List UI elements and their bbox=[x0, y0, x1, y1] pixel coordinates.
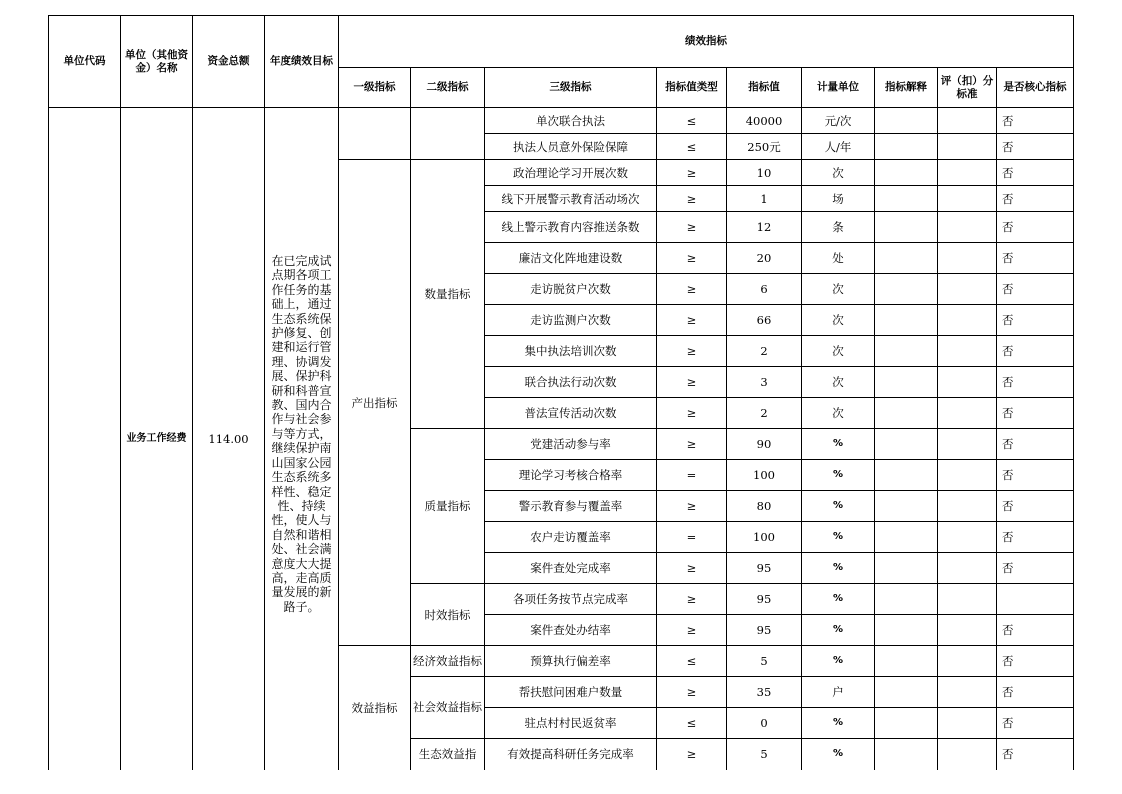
explanation-cell bbox=[875, 739, 938, 770]
indicator-value-cell: 100 bbox=[727, 522, 802, 553]
unit-cell: % bbox=[802, 584, 875, 615]
is-core-cell: 否 bbox=[997, 243, 1074, 274]
indicator-name-cell: 驻点村村民返贫率 bbox=[485, 708, 657, 739]
unit-cell: % bbox=[802, 646, 875, 677]
indicator-value-cell: 95 bbox=[727, 584, 802, 615]
explanation-cell bbox=[875, 160, 938, 186]
explanation-cell bbox=[875, 646, 938, 677]
explanation-cell bbox=[875, 243, 938, 274]
indicator-name-cell: 案件查处完成率 bbox=[485, 553, 657, 584]
level1-output-cell: 产出指标 bbox=[339, 160, 411, 646]
explanation-cell bbox=[875, 305, 938, 336]
is-core-cell: 否 bbox=[997, 553, 1074, 584]
explanation-cell bbox=[875, 708, 938, 739]
indicator-name-cell: 案件查处办结率 bbox=[485, 615, 657, 646]
indicator-name-cell: 警示教育参与覆盖率 bbox=[485, 491, 657, 522]
header-unit-code: 单位代码 bbox=[49, 16, 121, 108]
is-core-cell: 否 bbox=[997, 739, 1074, 770]
value-type-cell: ≥ bbox=[657, 212, 727, 243]
level2-timeliness-cell: 时效指标 bbox=[411, 584, 485, 646]
explanation-cell bbox=[875, 274, 938, 305]
unit-cell: % bbox=[802, 429, 875, 460]
indicator-name-cell: 联合执法行动次数 bbox=[485, 367, 657, 398]
indicator-name-cell: 党建活动参与率 bbox=[485, 429, 657, 460]
indicator-value-cell: 5 bbox=[727, 739, 802, 770]
value-type-cell: ≥ bbox=[657, 305, 727, 336]
header-value-type: 指标值类型 bbox=[657, 68, 727, 108]
unit-cell: % bbox=[802, 491, 875, 522]
is-core-cell: 否 bbox=[997, 305, 1074, 336]
explanation-cell bbox=[875, 460, 938, 491]
scoring-cell bbox=[938, 398, 997, 429]
level2-blank-cell bbox=[411, 108, 485, 160]
value-type-cell: ≥ bbox=[657, 186, 727, 212]
annual-goal-text: 在已完成试点期各项工作任务的基础上，通过生态系统保护修复、创建和运行管理、协调发展、保护科研和科普宣教、国内合作与社会参与等方式，继续保护南山国家公园生态系统多样性、稳定性、持续性，使人与自然和谐相处、社会满意度大大提高，走高质量发展的新路子。 bbox=[271, 254, 332, 614]
header-total-funds: 资金总额 bbox=[193, 16, 265, 108]
unit-cell: % bbox=[802, 739, 875, 770]
indicator-name-cell: 政治理论学习开展次数 bbox=[485, 160, 657, 186]
indicator-name-cell: 廉洁文化阵地建设数 bbox=[485, 243, 657, 274]
explanation-cell bbox=[875, 108, 938, 134]
scoring-cell bbox=[938, 274, 997, 305]
unit-cell: % bbox=[802, 615, 875, 646]
unit-cell: 次 bbox=[802, 367, 875, 398]
value-type-cell: ≤ bbox=[657, 134, 727, 160]
is-core-cell: 否 bbox=[997, 212, 1074, 243]
indicator-name-cell: 走访监测户次数 bbox=[485, 305, 657, 336]
indicator-value-cell: 35 bbox=[727, 677, 802, 708]
header-performance-indicators: 绩效指标 bbox=[339, 16, 1074, 68]
indicator-value-cell: 6 bbox=[727, 274, 802, 305]
is-core-cell: 否 bbox=[997, 367, 1074, 398]
value-type-cell: = bbox=[657, 522, 727, 553]
indicator-name-cell: 单次联合执法 bbox=[485, 108, 657, 134]
scoring-cell bbox=[938, 243, 997, 274]
scoring-cell bbox=[938, 739, 997, 770]
header-value: 指标值 bbox=[727, 68, 802, 108]
explanation-cell bbox=[875, 134, 938, 160]
scoring-cell bbox=[938, 336, 997, 367]
level2-ecological-cell: 生态效益指 bbox=[411, 739, 485, 770]
unit-cell: % bbox=[802, 708, 875, 739]
is-core-cell: 否 bbox=[997, 522, 1074, 553]
header-annual-goal: 年度绩效目标 bbox=[265, 16, 339, 108]
is-core-cell bbox=[997, 584, 1074, 615]
indicator-value-cell: 95 bbox=[727, 615, 802, 646]
annual-goal-cell bbox=[265, 108, 339, 770]
indicator-value-cell: 95 bbox=[727, 553, 802, 584]
unit-cell: 条 bbox=[802, 212, 875, 243]
total-funds-cell: 114.00 bbox=[193, 108, 265, 770]
indicator-value-cell: 5 bbox=[727, 646, 802, 677]
scoring-cell bbox=[938, 367, 997, 398]
header-scoring: 评（扣）分标准 bbox=[938, 68, 997, 108]
header-level1: 一级指标 bbox=[339, 68, 411, 108]
unit-cell: 人/年 bbox=[802, 134, 875, 160]
indicator-value-cell: 40000 bbox=[727, 108, 802, 134]
explanation-cell bbox=[875, 522, 938, 553]
unit-cell: % bbox=[802, 522, 875, 553]
unit-cell: 元/次 bbox=[802, 108, 875, 134]
scoring-cell bbox=[938, 186, 997, 212]
explanation-cell bbox=[875, 186, 938, 212]
indicator-name-cell: 帮扶慰问困难户数量 bbox=[485, 677, 657, 708]
indicator-value-cell: 3 bbox=[727, 367, 802, 398]
value-type-cell: ≤ bbox=[657, 646, 727, 677]
explanation-cell bbox=[875, 491, 938, 522]
indicator-value-cell: 90 bbox=[727, 429, 802, 460]
explanation-cell bbox=[875, 367, 938, 398]
unit-cell: 户 bbox=[802, 677, 875, 708]
is-core-cell: 否 bbox=[997, 429, 1074, 460]
value-type-cell: ≥ bbox=[657, 677, 727, 708]
value-type-cell: ≥ bbox=[657, 398, 727, 429]
value-type-cell: ≤ bbox=[657, 108, 727, 134]
unit-cell: 次 bbox=[802, 336, 875, 367]
level2-quality-cell: 质量指标 bbox=[411, 429, 485, 584]
performance-table bbox=[48, 15, 1074, 770]
value-type-cell: ≥ bbox=[657, 367, 727, 398]
unit-cell: 场 bbox=[802, 186, 875, 212]
indicator-value-cell: 2 bbox=[727, 336, 802, 367]
explanation-cell bbox=[875, 553, 938, 584]
is-core-cell: 否 bbox=[997, 336, 1074, 367]
indicator-value-cell: 80 bbox=[727, 491, 802, 522]
indicator-value-cell: 250元 bbox=[727, 134, 802, 160]
explanation-cell bbox=[875, 212, 938, 243]
scoring-cell bbox=[938, 677, 997, 708]
is-core-cell: 否 bbox=[997, 134, 1074, 160]
indicator-name-cell: 有效提高科研任务完成率 bbox=[485, 739, 657, 770]
indicator-name-cell: 农户走访覆盖率 bbox=[485, 522, 657, 553]
is-core-cell: 否 bbox=[997, 646, 1074, 677]
indicator-name-cell: 走访脱贫户次数 bbox=[485, 274, 657, 305]
is-core-cell: 否 bbox=[997, 186, 1074, 212]
scoring-cell bbox=[938, 460, 997, 491]
is-core-cell: 否 bbox=[997, 398, 1074, 429]
header-level3: 三级指标 bbox=[485, 68, 657, 108]
scoring-cell bbox=[938, 522, 997, 553]
indicator-value-cell: 2 bbox=[727, 398, 802, 429]
header-unit: 计量单位 bbox=[802, 68, 875, 108]
is-core-cell: 否 bbox=[997, 677, 1074, 708]
unit-code-cell bbox=[49, 108, 121, 770]
indicator-value-cell: 20 bbox=[727, 243, 802, 274]
value-type-cell: ≥ bbox=[657, 243, 727, 274]
scoring-cell bbox=[938, 708, 997, 739]
indicator-name-cell: 普法宣传活动次数 bbox=[485, 398, 657, 429]
indicator-name-cell: 线下开展警示教育活动场次 bbox=[485, 186, 657, 212]
header-is-core: 是否核心指标 bbox=[997, 68, 1074, 108]
unit-cell: 次 bbox=[802, 305, 875, 336]
scoring-cell bbox=[938, 646, 997, 677]
is-core-cell: 否 bbox=[997, 460, 1074, 491]
value-type-cell: ≥ bbox=[657, 491, 727, 522]
scoring-cell bbox=[938, 212, 997, 243]
indicator-value-cell: 12 bbox=[727, 212, 802, 243]
unit-cell: 次 bbox=[802, 274, 875, 305]
value-type-cell: ≥ bbox=[657, 429, 727, 460]
explanation-cell bbox=[875, 398, 938, 429]
is-core-cell: 否 bbox=[997, 108, 1074, 134]
indicator-name-cell: 集中执法培训次数 bbox=[485, 336, 657, 367]
indicator-name-cell: 执法人员意外保险保障 bbox=[485, 134, 657, 160]
value-type-cell: ≥ bbox=[657, 553, 727, 584]
indicator-name-cell: 线上警示教育内容推送条数 bbox=[485, 212, 657, 243]
unit-cell: 次 bbox=[802, 398, 875, 429]
explanation-cell bbox=[875, 429, 938, 460]
value-type-cell: ≥ bbox=[657, 160, 727, 186]
value-type-cell: ≥ bbox=[657, 336, 727, 367]
is-core-cell: 否 bbox=[997, 708, 1074, 739]
is-core-cell: 否 bbox=[997, 491, 1074, 522]
is-core-cell: 否 bbox=[997, 615, 1074, 646]
indicator-value-cell: 100 bbox=[727, 460, 802, 491]
indicator-name-cell: 预算执行偏差率 bbox=[485, 646, 657, 677]
level1-benefit-cell: 效益指标 bbox=[339, 646, 411, 770]
unit-cell: % bbox=[802, 460, 875, 491]
value-type-cell: ≥ bbox=[657, 615, 727, 646]
table-row bbox=[49, 108, 1074, 134]
scoring-cell bbox=[938, 615, 997, 646]
level2-quantity-cell: 数量指标 bbox=[411, 160, 485, 429]
indicator-value-cell: 0 bbox=[727, 708, 802, 739]
indicator-value-cell: 10 bbox=[727, 160, 802, 186]
is-core-cell: 否 bbox=[997, 160, 1074, 186]
value-type-cell: ≥ bbox=[657, 739, 727, 770]
explanation-cell bbox=[875, 336, 938, 367]
explanation-cell bbox=[875, 615, 938, 646]
unit-name-cell: 业务工作经费 bbox=[121, 108, 193, 770]
scoring-cell bbox=[938, 553, 997, 584]
unit-cell: % bbox=[802, 553, 875, 584]
level2-economic-cell: 经济效益指标 bbox=[411, 646, 485, 677]
explanation-cell bbox=[875, 677, 938, 708]
explanation-cell bbox=[875, 584, 938, 615]
header-level2: 二级指标 bbox=[411, 68, 485, 108]
scoring-cell bbox=[938, 491, 997, 522]
scoring-cell bbox=[938, 305, 997, 336]
scoring-cell bbox=[938, 134, 997, 160]
value-type-cell: = bbox=[657, 460, 727, 491]
scoring-cell bbox=[938, 108, 997, 134]
indicator-value-cell: 66 bbox=[727, 305, 802, 336]
is-core-cell: 否 bbox=[997, 274, 1074, 305]
level1-blank-cell bbox=[339, 108, 411, 160]
scoring-cell bbox=[938, 584, 997, 615]
indicator-name-cell: 各项任务按节点完成率 bbox=[485, 584, 657, 615]
unit-cell: 次 bbox=[802, 160, 875, 186]
indicator-value-cell: 1 bbox=[727, 186, 802, 212]
indicator-name-cell: 理论学习考核合格率 bbox=[485, 460, 657, 491]
header-unit-name: 单位（其他资金）名称 bbox=[121, 16, 193, 108]
scoring-cell bbox=[938, 429, 997, 460]
value-type-cell: ≥ bbox=[657, 584, 727, 615]
level2-social-cell: 社会效益指标 bbox=[411, 677, 485, 739]
value-type-cell: ≥ bbox=[657, 274, 727, 305]
value-type-cell: ≤ bbox=[657, 708, 727, 739]
header-explanation: 指标解释 bbox=[875, 68, 938, 108]
unit-cell: 处 bbox=[802, 243, 875, 274]
scoring-cell bbox=[938, 160, 997, 186]
